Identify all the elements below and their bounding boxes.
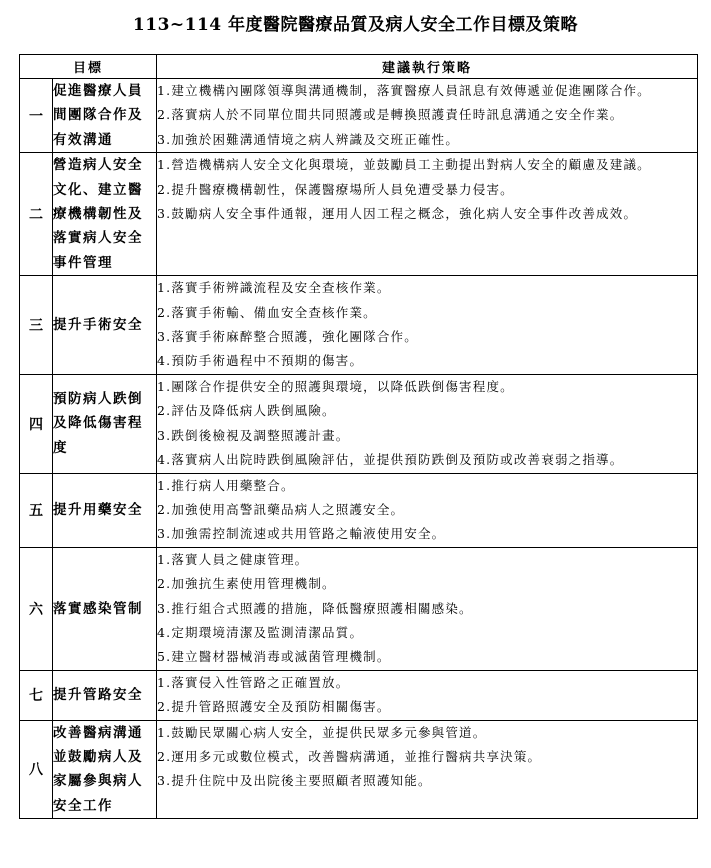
strategy-item: 1.落實人員之健康管理。 [157, 551, 309, 567]
strategy-item: 1.落實侵入性管路之正確置放。 [157, 674, 350, 690]
strategy-list [157, 374, 698, 473]
strategy-item: 1.團隊合作提供安全的照護與環境，以降低跌倒傷害程度。 [157, 378, 514, 394]
goal-text: 提升用藥安全 [53, 473, 157, 547]
strategy-list [157, 547, 698, 670]
goals-strategy-table [19, 54, 698, 819]
table-row [20, 153, 698, 276]
table-row [20, 374, 698, 473]
strategy-item: 3.鼓勵病人安全事件通報，運用人因工程之概念，強化病人安全事件改善成效。 [157, 206, 638, 222]
strategy-item: 3.加強需控制流速或共用管路之輸液使用安全。 [157, 526, 446, 542]
goal-text: 提升管路安全 [53, 670, 157, 720]
strategy-list [157, 670, 698, 720]
strategy-item: 1.營造機構病人安全文化與環境，並鼓勵員工主動提出對病人安全的顧慮及建議。 [157, 157, 651, 173]
strategy-list [157, 720, 698, 819]
strategy-item: 2.落實手術輸、備血安全查核作業。 [157, 304, 377, 320]
strategy-item: 2.評估及降低病人跌倒風險。 [157, 403, 336, 419]
strategy-item: 2.提升管路照護安全及預防相關傷害。 [157, 699, 391, 715]
goal-text: 落實感染管制 [53, 547, 157, 670]
strategy-item: 5.建立醫材器械消毒或滅菌管理機制。 [157, 649, 391, 665]
goal-text: 預防病人跌倒及降低傷害程度 [53, 374, 157, 473]
goal-number: 七 [20, 670, 53, 720]
strategy-item: 4.預防手術過程中不預期的傷害。 [157, 353, 364, 369]
table-row [20, 473, 698, 547]
strategy-item: 2.提升醫療機構韌性，保護醫療場所人員免遭受暴力侵害。 [157, 181, 514, 197]
strategy-item: 1.建立機構內團隊領導與溝通機制，落實醫療人員訊息有效傳遞並促進團隊合作。 [157, 83, 651, 98]
strategy-item: 2.運用多元或數位模式，改善醫病溝通，並推行醫病共享決策。 [157, 748, 542, 764]
strategy-list [157, 153, 698, 276]
strategy-item: 3.跌倒後檢視及調整照護計畫。 [157, 427, 350, 443]
strategy-item: 3.加強於困難溝通情境之病人辨識及交班正確性。 [157, 131, 460, 147]
strategy-item: 2.加強抗生素使用管理機制。 [157, 576, 336, 592]
document-title: 113~114 年度醫院醫療品質及病人安全工作目標及策略 [132, 15, 579, 35]
strategy-item: 1.推行病人用藥整合。 [157, 477, 295, 493]
table-body [20, 79, 698, 819]
header-strategy: 建議執行策略 [157, 55, 698, 79]
table-header-row [20, 55, 698, 79]
strategy-item: 2.落實病人於不同單位間共同照護或是轉換照護責任時訊息溝通之安全作業。 [157, 107, 624, 123]
table-row [20, 720, 698, 819]
strategy-list [157, 473, 698, 547]
goal-number: 五 [20, 473, 53, 547]
goal-number: 四 [20, 374, 53, 473]
goal-number: 二 [20, 153, 53, 276]
goal-number: 一 [20, 79, 53, 153]
table-row [20, 547, 698, 670]
table-row [20, 79, 698, 153]
table-row [20, 670, 698, 720]
goal-text: 改善醫病溝通並鼓勵病人及家屬參與病人安全工作 [53, 720, 157, 819]
goal-text: 促進醫療人員間團隊合作及有效溝通 [53, 79, 157, 153]
strategy-item: 2.加強使用高警訊藥品病人之照護安全。 [157, 501, 405, 517]
table-row [20, 276, 698, 375]
strategy-list [157, 79, 698, 153]
strategy-item: 3.落實手術麻醉整合照護，強化團隊合作。 [157, 329, 418, 345]
header-goal: 目標 [20, 55, 157, 79]
goal-number: 八 [20, 720, 53, 819]
strategy-item: 3.推行組合式照護的措施，降低醫療照護相關感染。 [157, 600, 473, 616]
strategy-item: 1.鼓勵民眾關心病人安全，並提供民眾多元參與管道。 [157, 724, 487, 740]
strategy-item: 1.落實手術辨識流程及安全查核作業。 [157, 280, 391, 296]
goal-text: 提升手術安全 [53, 276, 157, 375]
goal-number: 六 [20, 547, 53, 670]
strategy-list [157, 276, 698, 375]
strategy-item: 4.落實病人出院時跌倒風險評估，並提供預防跌倒及預防或改善衰弱之指導。 [157, 452, 624, 468]
goal-number: 三 [20, 276, 53, 375]
strategy-item: 3.提升住院中及出院後主要照顧者照護知能。 [157, 773, 432, 789]
goal-text: 營造病人安全文化、建立醫療機構韌性及落實病人安全事件管理 [53, 153, 157, 276]
strategy-item: 4.定期環境清潔及監測清潔品質。 [157, 624, 364, 640]
